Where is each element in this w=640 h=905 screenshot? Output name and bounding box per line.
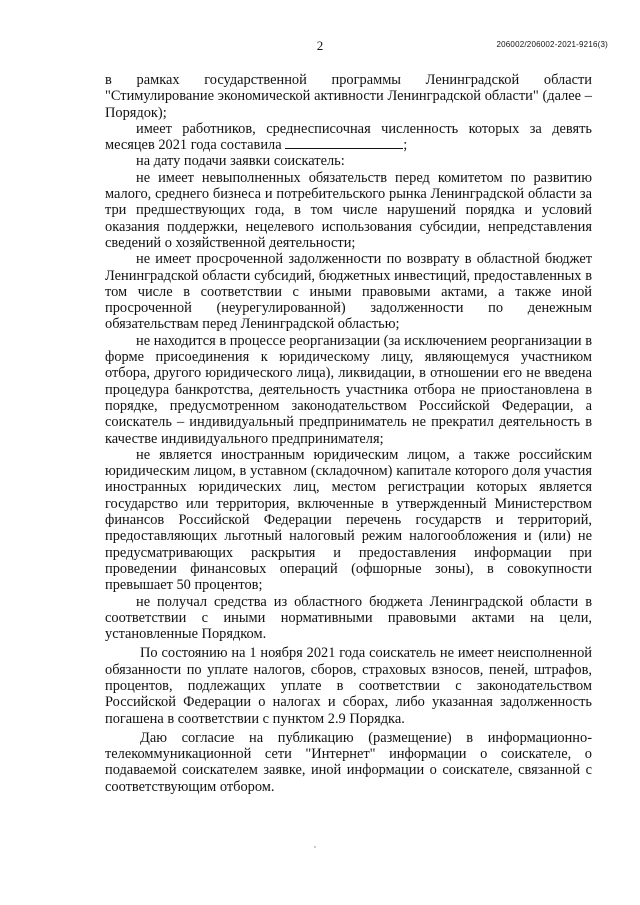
employee-count-blank [285, 137, 403, 149]
paragraph-no-overdue-debt: не имеет просроченной задолженности по возврату в областной бюджет Ленинградской области субсидий, бюджетных инвестиций, предоставленных в том числе в соответствии с иными правовыми актами, а также иной просроченной (неурегулированной) задолженности по денежным обязательствам перед Ленинградской областью; [105, 251, 592, 333]
paragraph-publication-consent: Даю согласие на публикацию (размещение) в информационно-телекоммуникационной сети "Интернет" информации о соискателе, о подаваемой соискателем заявке, иной информации о соискателе, связанной с соответствующим отбором. [105, 729, 592, 795]
document-body [105, 72, 592, 795]
employee-count-tail: ; [403, 137, 408, 154]
employee-count-text: имеет работников, среднесписочная численность которых за девять месяцев 2021 года составила [105, 120, 592, 154]
paragraph-application-date: на дату подачи заявки соискатель: [136, 153, 345, 170]
paragraph-tax-status: По состоянию на 1 ноября 2021 года соискатель не имеет неисполненной обязанности по уплате налогов, сборов, страховых взносов, пеней, штрафов, процентов, подлежащих уплате в соответствии с законодательством Российской Федерации о налогах и сборах, либо указанная задолженность погашена в соответствии с пунктом 2.9 Порядка. [105, 645, 592, 727]
paragraph-no-reorganization: не находится в процессе реорганизации (за исключением реорганизации в форме присоединения к юридическому лицу, являющемуся участником отбора, другого юридического лица), ликвидации, в отношении его не введена процедура банкротства, деятельность участника отбора не приостановлена в порядке, предусмотренном законодательством Российской Федерации, а соискатель – индивидуальный предприниматель не прекратил деятельность в качестве индивидуального предпринимателя; [105, 332, 592, 447]
scan-artifact [314, 846, 316, 848]
paragraph-no-obligations: не имеет невыполненных обязательств перед комитетом по развитию малого, среднего бизнеса и потребительского рынка Ленинградской области за три предшествующих года, в том числе нарушений порядка и условий оказания поддержки, нецелевого использования субсидии, непредставления сведений о хозяйственной деятельности; [105, 169, 592, 251]
page-number: 2 [316, 38, 324, 53]
paragraph-employee-count [105, 121, 592, 154]
paragraph-no-regional-funds: не получал средства из областного бюджета Ленинградской области в соответствии с иными нормативными правовыми актами на цели, установленные Порядком. [105, 593, 592, 643]
document-id: 206002/206002-2021-9216(3) [496, 40, 608, 49]
paragraph-not-foreign-entity: не является иностранным юридическим лицом, а также российским юридическим лицом, в уставном (складочном) капитале которого доля участия иностранных юридических лиц, местом регистрации которых является государство или территория, включенные в утвержденный Министерством финансов Российской Федерации перечень государств и территорий, предоставляющих льготный налоговый режим налогообложения и (или) не предусматривающих раскрытия и предоставления информации при проведении финансовых операций (офшорные зоны), в совокупности превышает 50 процентов; [105, 446, 592, 594]
paragraph-program-reference: в рамках государственной программы Ленинградской области "Стимулирование экономической активности Ленинградской области" (далее – Порядок); [105, 72, 592, 121]
